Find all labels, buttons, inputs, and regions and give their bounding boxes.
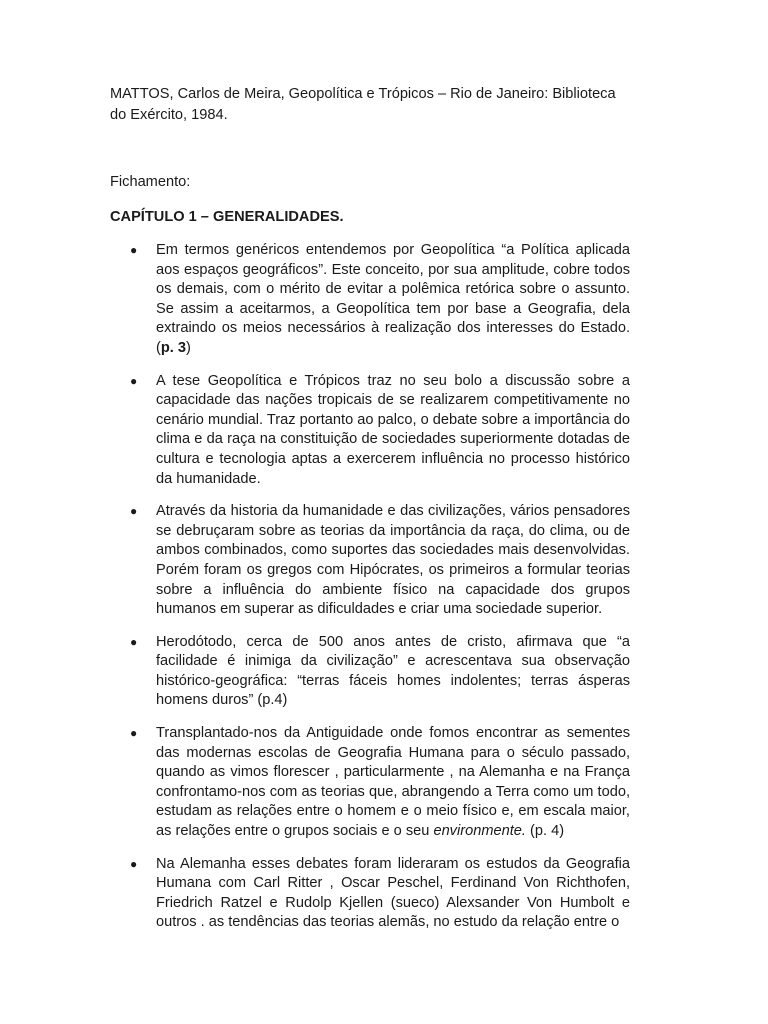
item-text: Através da historia da humanidade e das civilizações, vários pensadores se debruçaram sobre as teorias da importância da raça, do clima, ou de ambos combinados, como suportes das sociedades mais desenvolvidas. Porém foram os gregos com Hipócrates, os primeiros a formular teorias sobre a influência do ambiente físico na capacidade dos grupos humanos em superar as dificuldades e criar uma sociedade superior. bbox=[156, 503, 630, 618]
list-item bbox=[110, 241, 630, 359]
item-tail: (p. 4) bbox=[525, 823, 565, 840]
list-item bbox=[110, 372, 630, 490]
page-reference: p. 3 bbox=[160, 339, 187, 356]
item-text: Transplantado-nos da Antiguidade onde fomos encontrar as sementes das modernas escolas de Geografia Humana para o século passado, quando as vimos florescer , particularmente , na Alemanha e na França confrontamo-nos com as teorias que, abrangendo a Terra como um todo, estudam as relações entre o homem e o meio físico e, em escala maior, as relações entre o grupos sociais e o seu bbox=[156, 725, 630, 840]
bullet-icon: ● bbox=[130, 373, 138, 388]
list-item bbox=[110, 502, 630, 620]
item-tail: ) bbox=[186, 339, 191, 356]
bullet-icon: ● bbox=[130, 504, 138, 519]
item-text: A tese Geopolítica e Trópicos traz no seu bolo a discussão sobre a capacidade das nações tropicais de se realizarem competitivamente no cenário mundial. Traz portanto ao palco, o debate sobre a importância do clima e da raça na constituição de sociedades superiormente dotadas de cultura e tecnologia aptas a exercerem influência no processo histórico da humanidade. bbox=[156, 372, 630, 487]
list-item bbox=[110, 633, 630, 711]
item-text: Em termos genéricos entendemos por Geopolítica “a Política aplicada aos espaços geográficos”. Este conceito, por sua amplitude, cobre todos os demais, com o mérito de evitar a polêmica retórica sobre o assunto. Se assim a aceitarmos, a Geopolítica tem por base a Geografia, dela extraindo os meios necessários à realização dos interesses do Estado. ( bbox=[156, 242, 630, 356]
list-item bbox=[110, 724, 630, 842]
list-item bbox=[110, 855, 630, 933]
document-page bbox=[110, 84, 630, 946]
bullet-list bbox=[110, 241, 630, 933]
bibliographic-citation: MATTOS, Carlos de Meira, Geopolítica e Trópicos – Rio de Janeiro: Biblioteca do Exército, 1984. bbox=[110, 86, 616, 123]
bullet-icon: ● bbox=[130, 726, 138, 741]
bullet-icon: ● bbox=[130, 856, 138, 871]
item-text: Na Alemanha esses debates foram lideraram os estudos da Geografia Humana com Carl Ritter , Oscar Peschel, Ferdinand Von Richthofen, Friedrich Ratzel e Rudolp Kjellen (sueco) Alexsander Von Humbolt e outros . as tendências das teorias alemãs, no estudo da relação entre o bbox=[156, 855, 630, 931]
bullet-icon: ● bbox=[130, 634, 138, 649]
chapter-heading: CAPÍTULO 1 – GENERALIDADES. bbox=[110, 209, 344, 225]
bullet-icon: ● bbox=[130, 243, 138, 257]
italic-term: environmente. bbox=[433, 823, 526, 840]
section-label: Fichamento: bbox=[110, 174, 191, 190]
item-text: Herodótodo, cerca de 500 anos antes de cristo, afirmava que “a facilidade é inimiga da civilização” e acrescentava sua observação histórico-geográfica: “terras fáceis homes indolentes; terras ásperas homens duros” (p.4) bbox=[156, 633, 630, 709]
